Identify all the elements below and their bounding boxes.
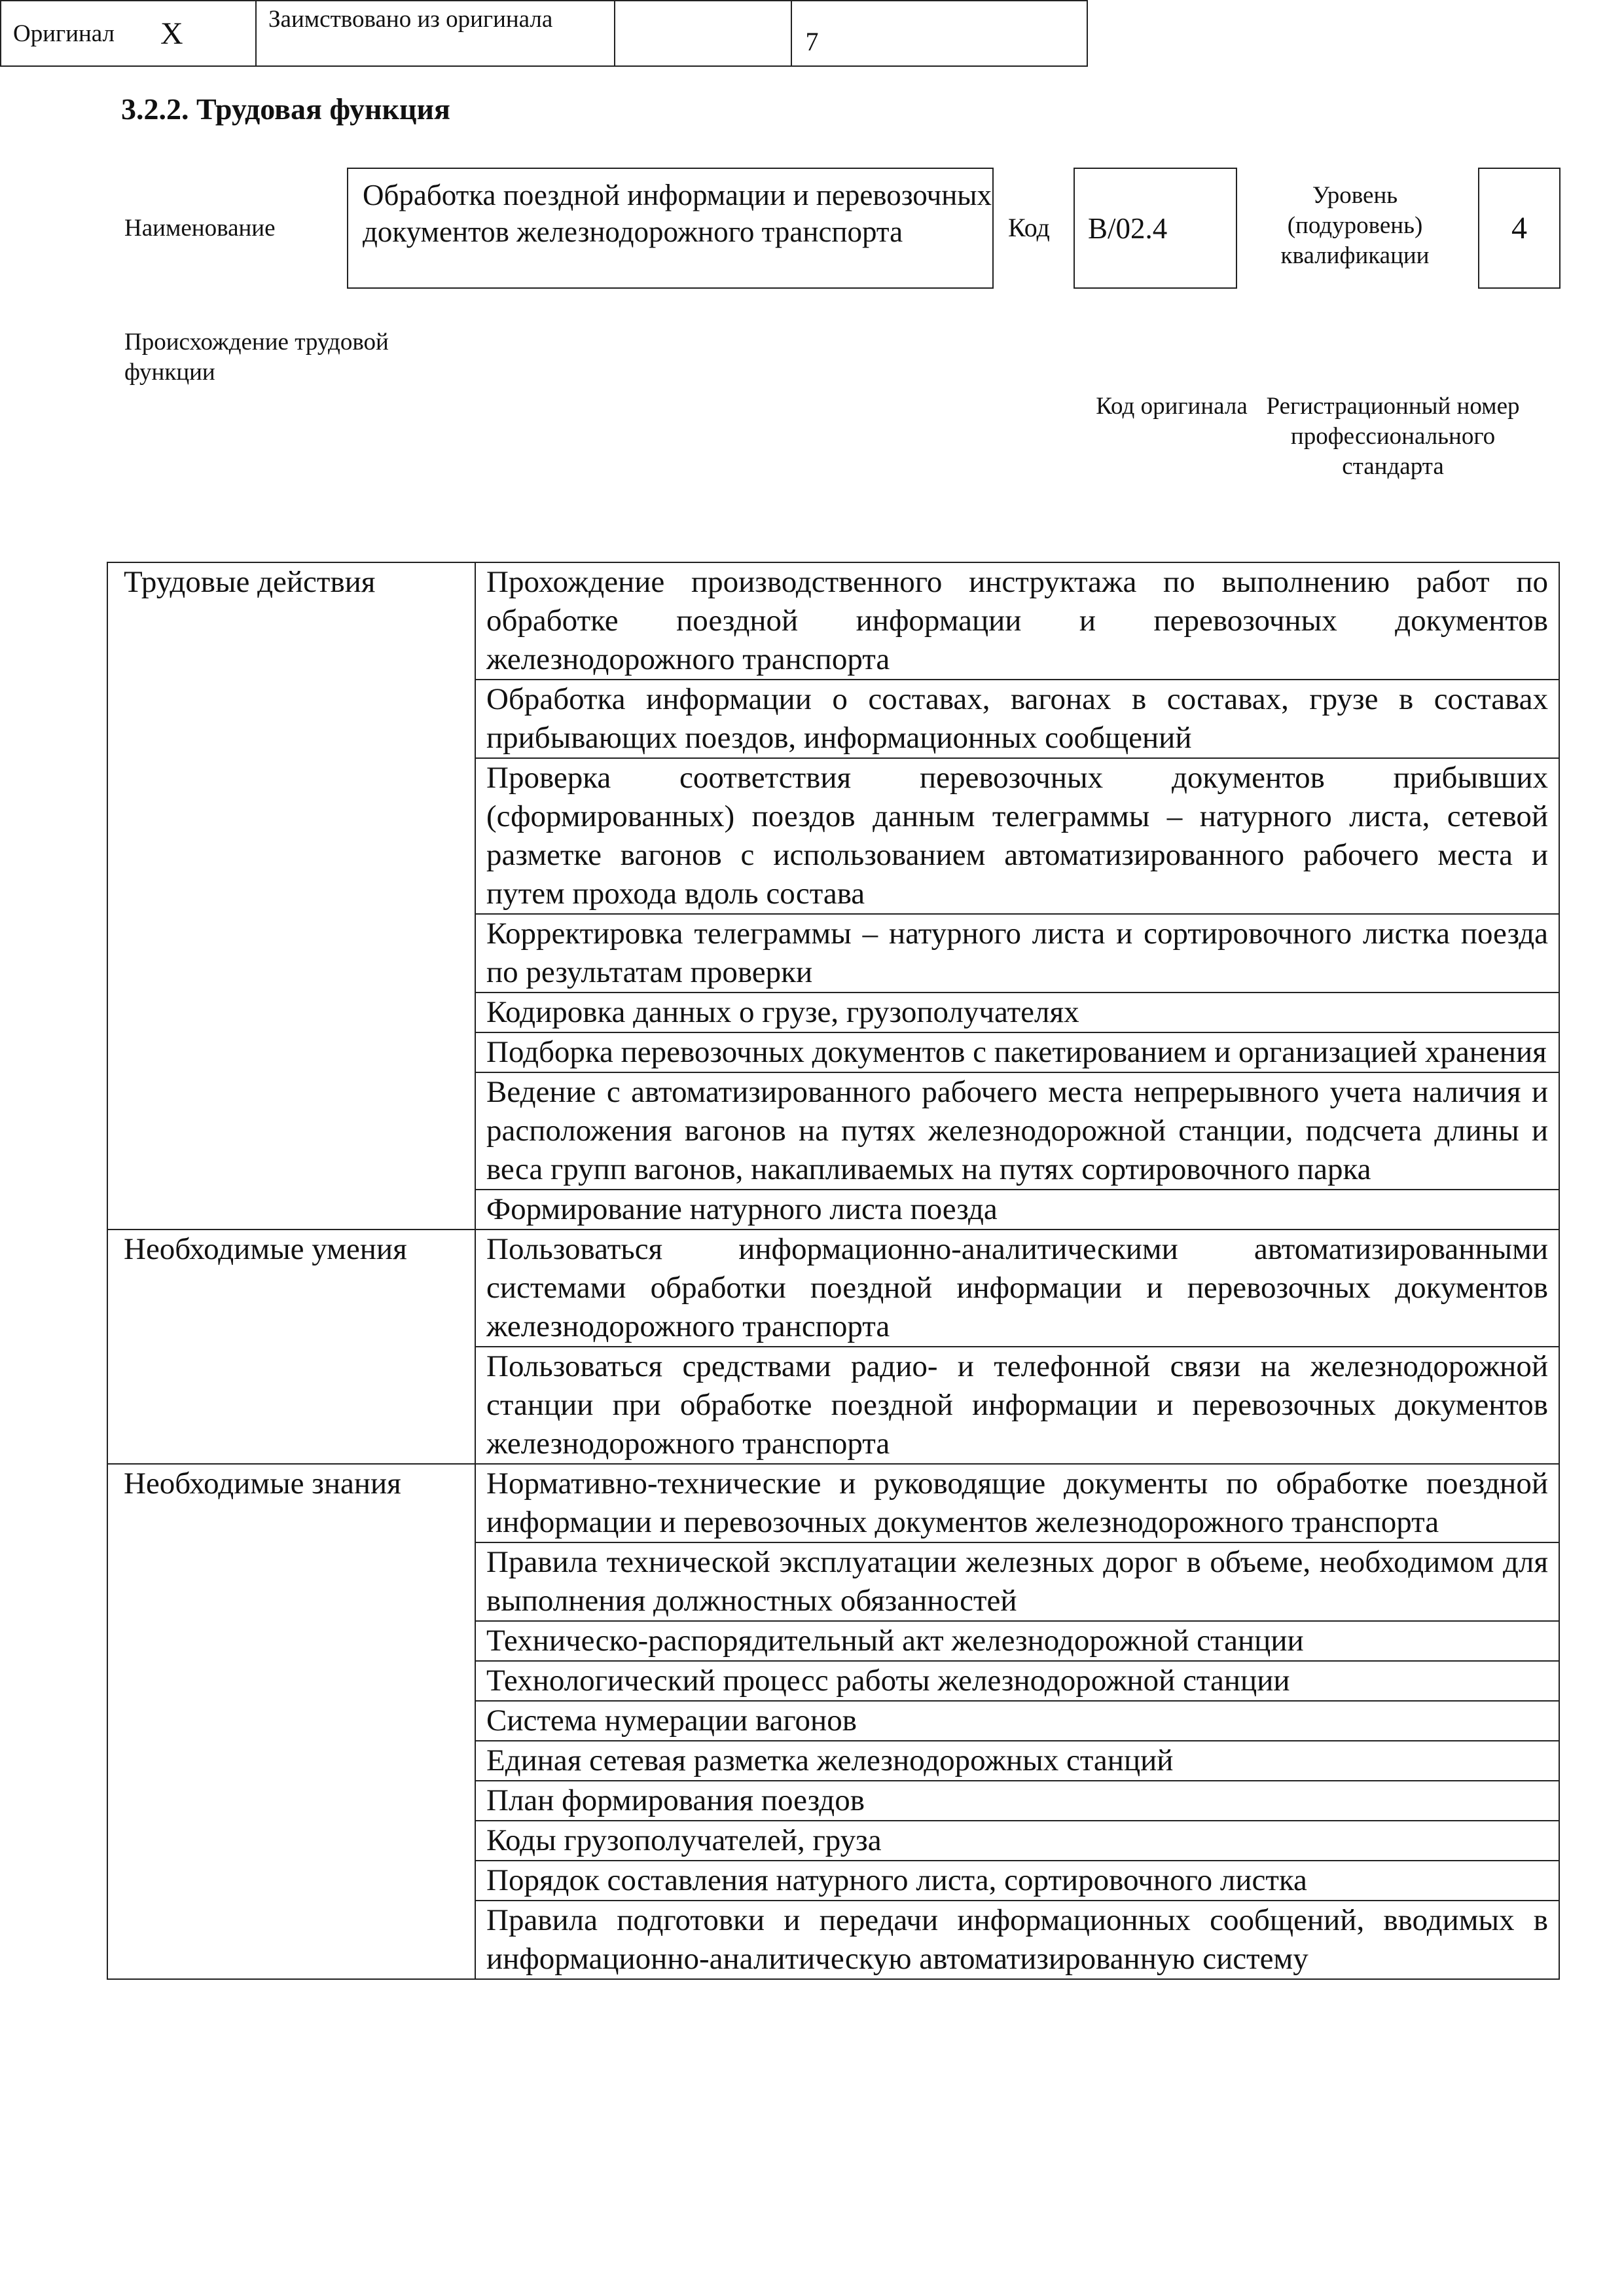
table-cell: Подборка перевозочных документов с пакетированием и организацией хранения [475, 1032, 1559, 1072]
code-label: Код [1008, 213, 1050, 242]
table-cell: Проверка соответствия перевозочных документов прибывших (сформированных) поездов данным телеграммы – натурного листа, сетевой разметке вагонов с использованием автоматизированного рабочего места и путем прохода вдоль состава [475, 758, 1559, 914]
name-value-box: Обработка поездной информации и перевозочных документов железнодорожного транспорта [347, 168, 994, 289]
name-label: Наименование [124, 215, 276, 242]
table-cell: Единая сетевая разметка железнодорожных станций [475, 1741, 1559, 1781]
section-heading: Необходимые умения [107, 1230, 475, 1464]
table-row [107, 1230, 1559, 1347]
table-cell: Порядок составления натурного листа, сортировочного листка [475, 1861, 1559, 1901]
origin-original-mark: X [160, 16, 183, 51]
section-heading: Трудовые действия [107, 562, 475, 1230]
table-cell: Пользоваться средствами радио- и телефонной связи на железнодорожной станции при обработке поездной информации и перевозочных документов железнодорожного транспорта [475, 1347, 1559, 1464]
function-table [107, 562, 1560, 1980]
table-cell: Ведение с автоматизированного рабочего места непрерывного учета наличия и расположения вагонов на путях железнодорожной станции, подсчета длины и веса групп вагонов, накапливаемых на путях сортировочного парка [475, 1072, 1559, 1190]
table-cell: Корректировка телеграммы – натурного листа и сортировочного листка поезда по результатам проверки [475, 914, 1559, 993]
table-cell: Правила подготовки и передачи информационных сообщений, вводимых в информационно-аналитическую автоматизированную систему [475, 1901, 1559, 1979]
origin-original-label: Оригинал [13, 20, 115, 47]
table-cell: Обработка информации о составах, вагонах в составах, грузе в составах прибывающих поездов, информационных сообщений [475, 680, 1559, 758]
table-cell: Техническо-распорядительный акт железнодорожной станции [475, 1621, 1559, 1661]
page-number: 7 [805, 27, 819, 56]
table-row [107, 1464, 1559, 1542]
level-label: Уровень (подуровень) квалификации [1280, 182, 1430, 269]
table-cell: План формирования поездов [475, 1781, 1559, 1821]
code-value-box: B/02.4 [1074, 168, 1237, 289]
table-cell: Кодировка данных о грузе, грузополучателях [475, 993, 1559, 1032]
level-value-box: 4 [1478, 168, 1561, 289]
reg-number-caption: Регистрационный номер профессионального стандарта [1266, 393, 1520, 480]
table-cell: Пользоваться информационно-аналитическими автоматизированными системами обработки поездной информации и перевозочных документов железнодорожного транспорта [475, 1230, 1559, 1347]
table-cell: Правила технической эксплуатации железных дорог в объеме, необходимом для выполнения должностных обязанностей [475, 1542, 1559, 1621]
section-title: 3.2.2. Трудовая функция [121, 92, 450, 126]
code-original-caption: Код оригинала [1096, 393, 1248, 420]
table-cell: Технологический процесс работы железнодорожной станции [475, 1661, 1559, 1701]
section-heading: Необходимые знания [107, 1464, 475, 1979]
table-cell: Коды грузополучателей, груза [475, 1821, 1559, 1861]
origin-borrowed-cell: Заимствовано из оригинала [257, 1, 615, 65]
table-cell: Формирование натурного листа поезда [475, 1190, 1559, 1230]
table-cell: Нормативно-технические и руководящие документы по обработке поездной информации и перевозочных документов железнодорожного транспорта [475, 1464, 1559, 1542]
origin-label: Происхождение трудовой функции [124, 329, 389, 386]
table-cell: Прохождение производственного инструктажа по выполнению работ по обработке поездной информации и перевозочных документов железнодорожного транспорта [475, 562, 1559, 680]
table-row [107, 562, 1559, 680]
table-cell: Система нумерации вагонов [475, 1701, 1559, 1741]
